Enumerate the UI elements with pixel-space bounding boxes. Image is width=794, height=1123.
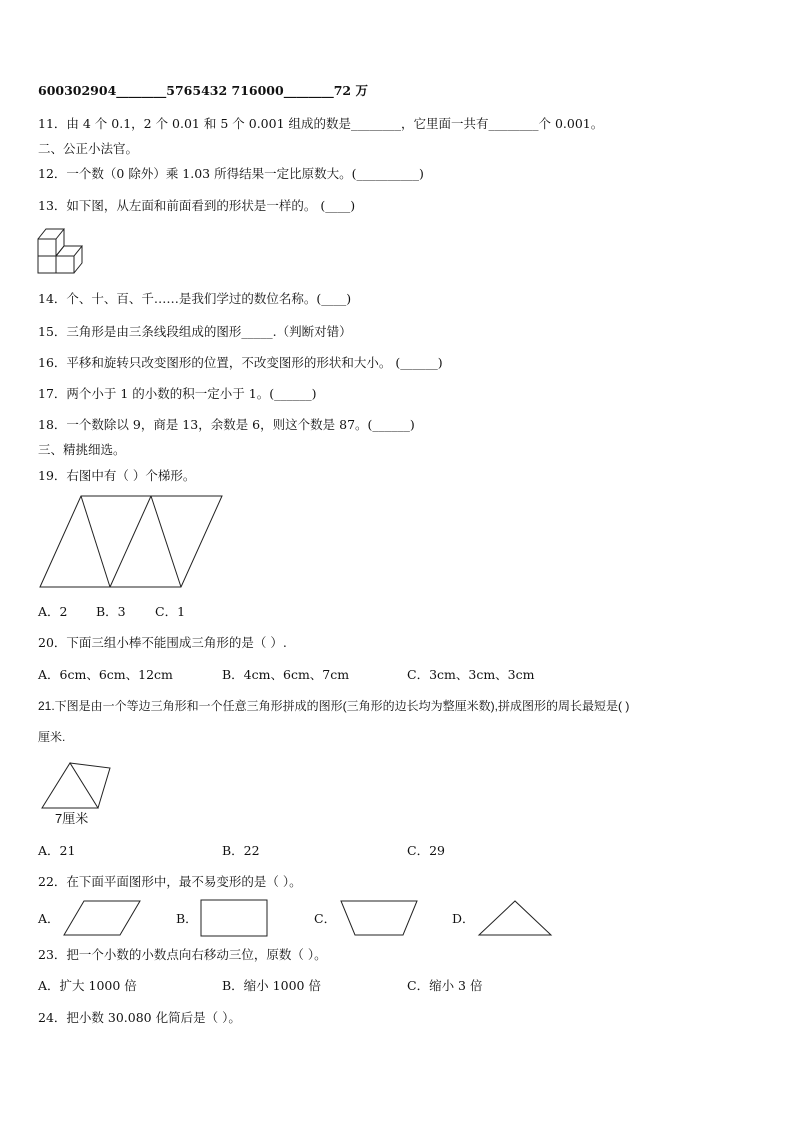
- question-21-line-1: 21.下图是由一个等边三角形和一个任意三角形拼成的图形(三角形的边长均为整厘米数),拼成图形的周长最短是( ): [38, 699, 630, 713]
- q22-trapezoid-icon: [339, 899, 419, 937]
- question-19: 19．右图中有（ ）个梯形。: [38, 468, 196, 483]
- q20-option-c[interactable]: C．3cm、3cm、3cm: [407, 667, 535, 682]
- q23-option-c[interactable]: C．缩小 3 倍: [407, 978, 483, 993]
- q23-option-b[interactable]: B．缩小 1000 倍: [222, 978, 321, 993]
- q19-option-a[interactable]: A．2: [38, 604, 68, 619]
- question-16: 16．平移和旋转只改变图形的位置，不改变图形的形状和大小。 (______): [38, 355, 443, 370]
- q10-answer-line: 600302904________5765432 716000________72 万: [38, 83, 368, 98]
- q19-option-c[interactable]: C．1: [155, 604, 186, 619]
- q21-option-a[interactable]: A．21: [38, 843, 76, 858]
- q21-option-c[interactable]: C．29: [407, 843, 445, 858]
- q22-triangle-icon: [477, 899, 553, 937]
- question-18: 18．一个数除以 9，商是 13，余数是 6，则这个数是 87。(______): [38, 417, 415, 432]
- section-3-heading: 三、精挑细选。: [38, 442, 126, 457]
- q22-option-b[interactable]: B．: [176, 911, 198, 926]
- q20-option-b[interactable]: B．4cm、6cm、7cm: [222, 667, 350, 682]
- q20-option-a[interactable]: A．6cm、6cm、12cm: [38, 667, 173, 682]
- q21-figure-label: 7厘米: [55, 811, 89, 826]
- q22-option-a[interactable]: A．: [38, 911, 60, 926]
- q21-triangles-figure: [40, 761, 112, 811]
- question-21-line-2: 厘米.: [38, 730, 66, 744]
- q19-trapezoid-figure: [38, 494, 224, 589]
- q19-option-b[interactable]: B．3: [96, 604, 126, 619]
- question-15: 15．三角形是由三条线段组成的图形_____.（判断对错）: [38, 324, 352, 339]
- question-12: 12．一个数（0 除外）乘 1.03 所得结果一定比原数大。(__________): [38, 166, 424, 181]
- q22-rectangle-icon: [200, 899, 268, 937]
- q23-option-a[interactable]: A．扩大 1000 倍: [38, 978, 137, 993]
- question-23: 23．把一个小数的小数点向右移动三位，原数（ ）。: [38, 947, 327, 962]
- q22-option-c[interactable]: C．: [314, 911, 337, 926]
- question-11: 11．由 4 个 0.1，2 个 0.01 和 5 个 0.001 组成的数是________，它里面一共有________个 0.001。: [38, 116, 604, 131]
- q13-cube-figure: [37, 227, 87, 277]
- question-13: 13．如下图，从左面和前面看到的形状是一样的。 (____): [38, 198, 356, 213]
- q22-parallelogram-icon: [62, 899, 142, 937]
- q22-option-d[interactable]: D．: [452, 911, 475, 926]
- question-24: 24．把小数 30.080 化简后是（ ）。: [38, 1010, 241, 1025]
- question-20: 20．下面三组小棒不能围成三角形的是（ ）.: [38, 635, 287, 650]
- question-14: 14．个、十、百、千……是我们学过的数位名称。(____): [38, 291, 352, 306]
- q21-option-b[interactable]: B．22: [222, 843, 260, 858]
- section-2-heading: 二、公正小法官。: [38, 141, 139, 156]
- question-17: 17．两个小于 1 的小数的积一定小于 1。(______): [38, 386, 317, 401]
- question-22: 22．在下面平面图形中，最不易变形的是（ ）。: [38, 874, 302, 889]
